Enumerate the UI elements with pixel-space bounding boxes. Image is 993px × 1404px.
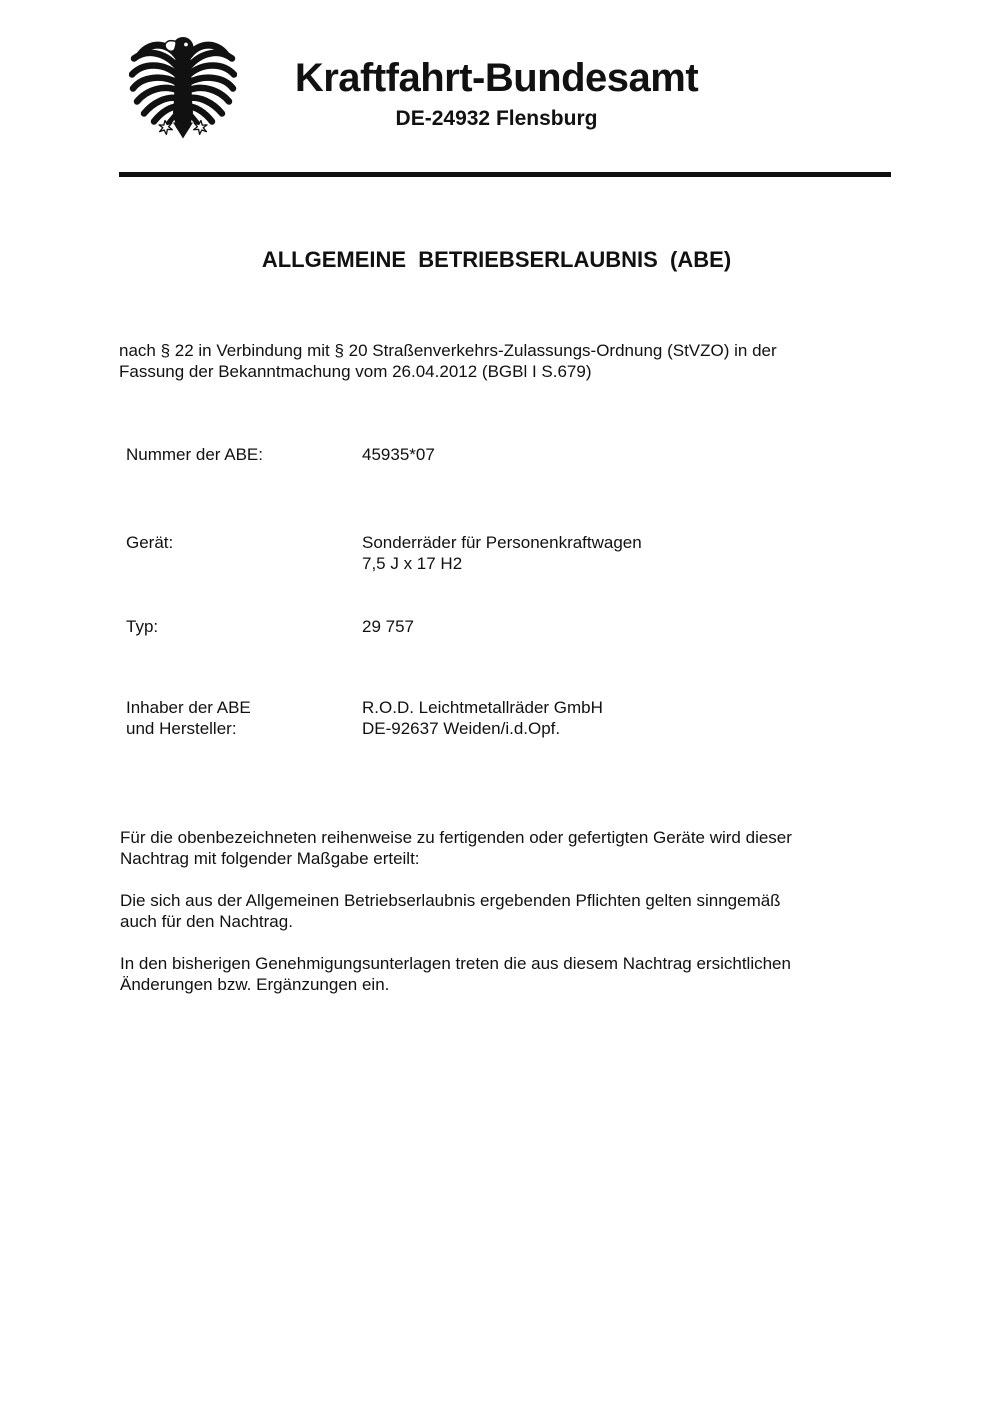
field-row-device [126,532,906,578]
legal-basis-line: Fassung der Bekanntmachung vom 26.04.2012 (BGBl I S.679) [119,362,592,381]
field-label [126,616,346,637]
paragraph-line: In den bisherigen Genehmigungsunterlagen treten die aus diesem Nachtrag ersichtlichen [120,954,791,973]
paragraph-obligations [120,890,900,932]
field-label-line: Gerät: [126,533,174,552]
field-value-line: 29 757 [362,617,414,636]
field-value [362,616,882,637]
field-label-line: Nummer der ABE: [126,445,263,464]
field-label [126,532,346,553]
field-value [362,444,882,465]
agency-name: Kraftfahrt-Bundesamt [294,56,699,100]
paragraph-grant [120,827,900,869]
field-label-line: Typ: [126,617,159,636]
paragraph-line: auch für den Nachtrag. [120,912,293,931]
paragraph-line: Die sich aus der Allgemeinen Betriebserlaubnis ergebenden Pflichten gelten sinngemäß [120,891,781,910]
field-label [126,697,346,739]
field-label-line: und Hersteller: [126,719,237,738]
paragraph-line: Für die obenbezeichneten reihenweise zu fertigenden oder gefertigten Geräte wird dieser [120,828,792,847]
field-value-line: 7,5 J x 17 H2 [362,554,463,573]
paragraph-line: Änderungen bzw. Ergänzungen ein. [120,975,390,994]
field-value-line: R.O.D. Leichtmetallräder GmbH [362,698,603,717]
field-row-holder [126,697,906,743]
paragraph-amendments [120,953,900,995]
field-label [126,444,346,465]
field-row-type [126,616,906,640]
field-value [362,697,882,739]
header-divider [119,172,891,177]
field-label-line: Inhaber der ABE [126,698,251,717]
field-value-line: Sonderräder für Personenkraftwagen [362,533,642,552]
agency-location: DE-24932 Flensburg [395,107,598,130]
field-row-abe-number [126,444,906,468]
legal-basis-paragraph [119,340,899,382]
document-title: ALLGEMEINE BETRIEBSERLAUBNIS (ABE) [261,247,732,272]
legal-basis-line: nach § 22 in Verbindung mit § 20 Straßenverkehrs-Zulassungs-Ordnung (StVZO) in der [119,341,777,360]
field-value-line: 45935*07 [362,445,435,464]
field-value [362,532,882,574]
field-value-line: DE-92637 Weiden/i.d.Opf. [362,719,561,738]
paragraph-line: Nachtrag mit folgender Maßgabe erteilt: [120,849,420,868]
